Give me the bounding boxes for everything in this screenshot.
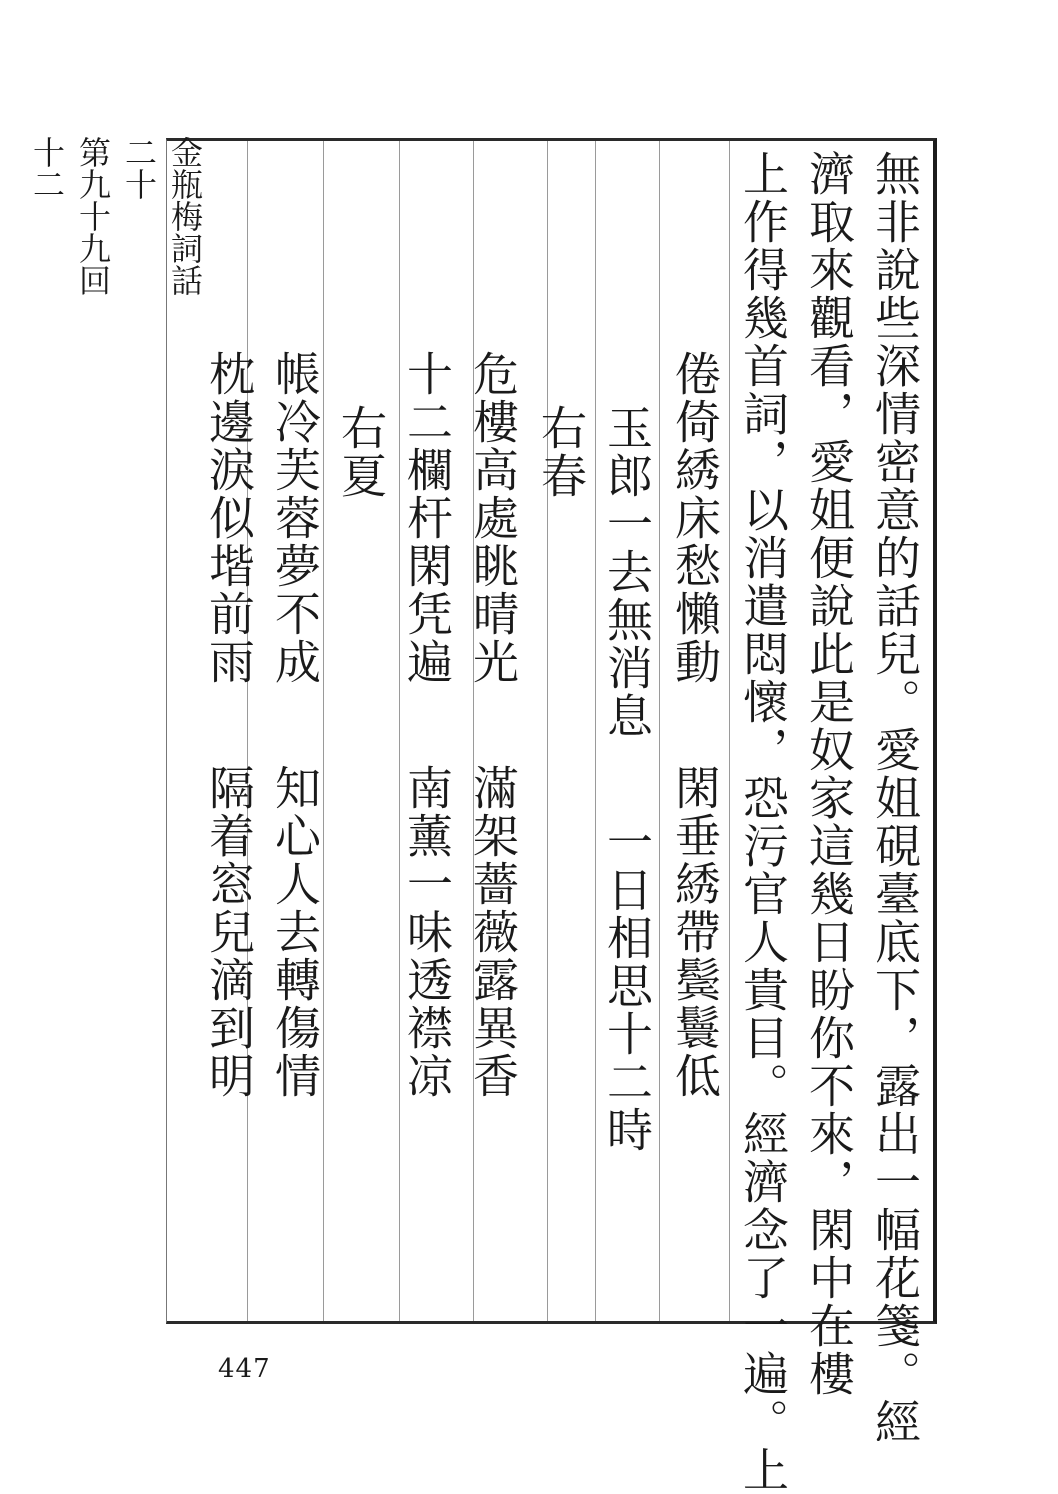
poem-line-first: 玉郎一去無消息 [600, 404, 654, 740]
margin-chapter: 第九十九回 [74, 136, 112, 296]
margin-column [28, 136, 208, 366]
section-heading: 右春 [534, 404, 588, 500]
column-rule [547, 141, 548, 1321]
poem-line [466, 350, 520, 1100]
poem-line-first: 枕邊淚似堦前雨 [202, 350, 256, 686]
prose-line: 無非說些深情密意的話兒。愛姐硯臺底下，露出一幅花箋。經 [868, 150, 922, 1446]
poem-line-second: 閑垂綉帶鬓鬟低 [668, 764, 722, 1100]
poem-line-first: 帳冷芙蓉夢不成 [268, 350, 322, 686]
poem-line [600, 404, 654, 1154]
column-rule [729, 141, 730, 1321]
poem-line [668, 350, 722, 1100]
page-number: 447 [218, 1354, 271, 1384]
poem-line-second: 知心人去轉傷情 [268, 764, 322, 1100]
column-rule [399, 141, 400, 1321]
poem-line [202, 350, 256, 1100]
poem-line-first: 倦倚綉床愁懶動 [668, 350, 722, 686]
poem-line-second: 南薰一味透襟凉 [400, 764, 454, 1100]
column-rule [323, 141, 324, 1321]
margin-leaf: 十二 [28, 136, 66, 200]
poem-line-second: 隔着窓兒滴到明 [202, 764, 256, 1100]
prose-line: 上作得幾首詞，以消遣悶懷，恐污官人貴目。經濟念了一遍。上 [736, 150, 790, 1494]
column-rule [659, 141, 660, 1321]
poem-line-first: 危樓高處眺晴光 [466, 350, 520, 686]
column-rule [595, 141, 596, 1321]
section-heading: 右夏 [334, 404, 388, 500]
margin-volume: 二十 [120, 136, 158, 200]
prose-line: 濟取來觀看，愛姐便說此是奴家這幾日盼你不來，閑中在樓 [802, 150, 856, 1398]
poem-line [268, 350, 322, 1100]
poem-line-first: 十二欄杆閑凭遍 [400, 350, 454, 686]
poem-line-second: 一日相思十二時 [600, 818, 654, 1154]
poem-line-second: 滿架薔薇露異香 [466, 764, 520, 1100]
poem-line [400, 350, 454, 1100]
margin-title: 金瓶梅詞話 [166, 136, 204, 296]
